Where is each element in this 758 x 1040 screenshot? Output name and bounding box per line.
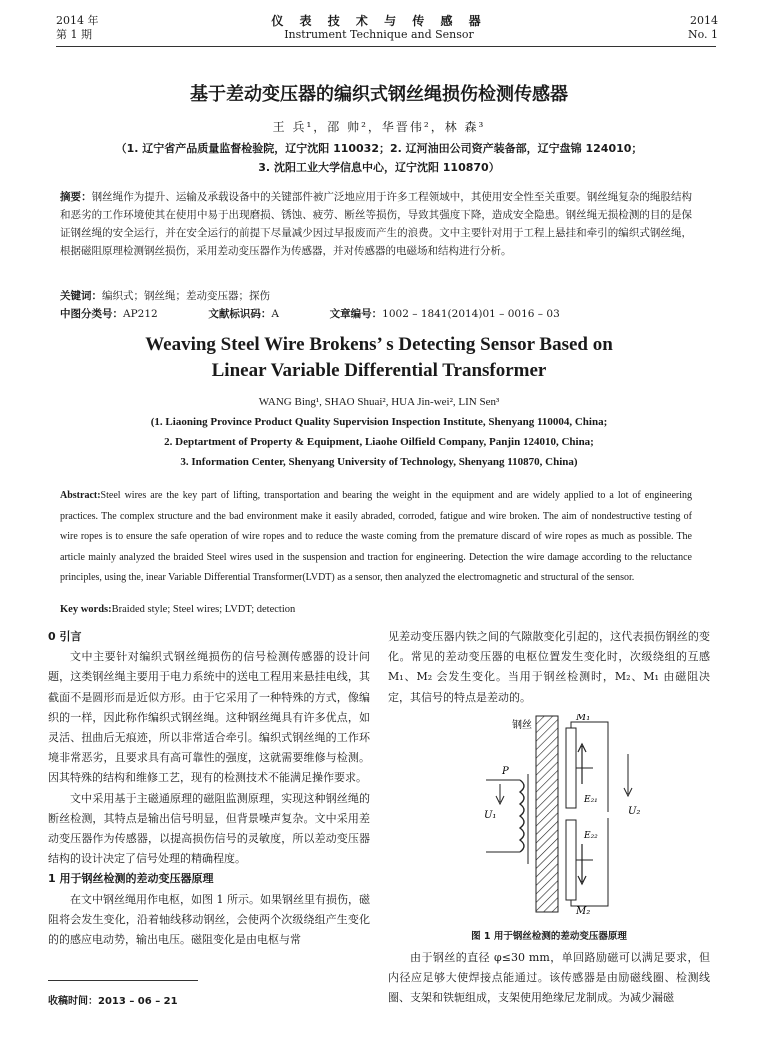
e22-arrow <box>578 844 586 884</box>
paper-title-en-line2: Linear Variable Differential Transformer <box>211 360 547 381</box>
keywords-en-label: Key words: <box>60 604 112 615</box>
authors-en: WANG Bing¹, SHAO Shuai², HUA Jin-wei², LIN Sen³ <box>258 396 500 408</box>
doc-code-label: 文献标识码： <box>208 308 272 320</box>
clc-label: 中图分类号： <box>60 308 123 320</box>
journal-name-en: Instrument Technique and Sensor <box>284 28 474 41</box>
article-number-label: 文章编号： <box>329 308 383 320</box>
authors-cn: 王 兵¹，邵 帅²，华晋伟²，林 森³ <box>272 120 486 134</box>
u2-arrow <box>624 754 632 796</box>
header-journal <box>0 14 758 42</box>
abstract-cn <box>60 188 692 260</box>
affiliation-en-3: 3. Information Center, Shenyang University of Technology, Shenyang 110870, China) <box>180 456 578 468</box>
label-U2: U₂ <box>628 806 641 817</box>
header-divider <box>56 46 716 47</box>
header-issue-right: No. 1 <box>687 28 718 41</box>
keywords-cn-label: 关键词： <box>60 290 102 302</box>
figure-1-caption: 图 1 用于钢丝检测的差动变压器原理 <box>471 931 627 942</box>
keywords-en-text: Braided style; Steel wires; LVDT; detection <box>111 604 296 615</box>
right-column-paragraph-2: 由于钢丝的直径 φ≤30 mm，单回路励磁可以满足要求，但内径应足够大使焊接点能通过。该传感器是由励磁线圈、检测线圈、支架和铁轭组成，支架使用绝缘尼龙制成。为减少漏磁 <box>388 951 710 1005</box>
right-column-continuation <box>388 948 710 1009</box>
section-0-paragraph-2: 文中采用基于主磁通原理的磁阻监测原理，实现这种钢丝绳的断丝检测，其特点是输出信号明显，但背景噪声复杂。文中采用差动变压器作为传感器，以提高损伤信号的灵敏度，所以差动变压器结构的设计决定了信号处理的精确程度。 <box>48 791 370 866</box>
figure-1 <box>478 714 648 918</box>
article-number-value: 1002 – 1841(2014)01 – 0016 – 03 <box>382 308 560 320</box>
keywords-en <box>60 604 692 615</box>
label-P: P <box>502 766 509 777</box>
label-U1: U₁ <box>484 810 497 821</box>
header-year-right: 2014 <box>690 14 718 27</box>
e21-arrow <box>578 744 586 784</box>
header-issue-left: 第 1 期 <box>56 28 92 41</box>
abstract-en <box>60 486 692 589</box>
steel-wire-armature <box>536 716 558 912</box>
abstract-en-text: Steel wires are the key part of lifting, transportation and bearing the weight in the equipment and are widely applied to a lot of engineering practices. The complex structure and the bad environment make it easily abraded, corroded, fatigue and wire broken. The aim of nondestructive testing of wire ropes is to ensure the safe operation of wire ropes and to reduce the waste coming from the premature discard of wire ropes as much as possible. The article mainly analyzed the braided Steel wires used in the suspension and traction for engineering. Detection the wire damage according to the reluctance principles, using the, inear Variable Differential Transformer(LVDT) as a sensor, then analyzed the electromagnetic and structural of the sensor. <box>60 490 692 583</box>
section-1-heading: 1 用于钢丝检测的差动变压器原理 <box>48 872 214 886</box>
affiliation-en-1: (1. Liaoning Province Product Quality Supervision Inspection Institute, Shenyang 110004, China; <box>150 416 608 428</box>
abstract-cn-label: 摘要： <box>60 191 92 203</box>
label-E22: E₂₂ <box>584 831 598 841</box>
label-wire: 钢丝 <box>512 720 532 731</box>
section-0-heading: 0 引言 <box>48 630 82 643</box>
affiliation-cn-1: （1. 辽宁省产品质量监督检验院，辽宁沈阳 110032；2. 辽河油田公司资产装备部，辽宁盘锦 124010； <box>115 142 643 155</box>
secondary-coil-2 <box>566 820 576 900</box>
header-year-issue-right <box>688 14 718 42</box>
secondary-coil-1 <box>566 728 576 808</box>
right-column-paragraph-1: 见差动变压器内铁之间的气隙散变化引起的，这代表损伤钢丝的变化。常见的差动变压器的电枢位置发生变化时，次级绕组的互感 M₁、M₂ 会发生变化。当用于钢丝检测时，M₂、M₁ 由磁阻决定，其信号的特点是差动的。 <box>388 630 710 704</box>
paper-title-cn: 基于差动变压器的编织式钢丝绳损伤检测传感器 <box>190 84 568 105</box>
body-right-column <box>388 627 710 708</box>
section-0-paragraph-1: 文中主要针对编织式钢丝绳损伤的信号检测传感器的设计问题，这类钢丝绳主要用于电力系统中的送电工程用来悬挂电线，其截面不是圆形而是近似方形。由于它采用了一种特殊的方式，像编织的一样，因此称作编织式钢丝绳。这种钢丝绳具有许多优点，如灵活、扭曲后无痕迹，所以非常适合牵引。编织式钢丝绳的工作环境非常恶劣，且要求具有高可靠性的强度，这就需要维修与检测。因其特殊的结构和维修工艺，现有的检测技术不能满足操作要求。 <box>48 650 370 785</box>
clc-value: AP212 <box>123 308 158 320</box>
classification-line <box>60 306 692 322</box>
u1-arrow <box>496 784 504 804</box>
label-M2: M₂ <box>576 906 591 914</box>
keywords-cn-text: 编织式；钢丝绳；差动变压器；探伤 <box>102 290 270 302</box>
primary-coil <box>520 780 524 852</box>
journal-name-cn: 仪 表 技 术 与 传 感 器 <box>271 14 487 28</box>
section-1-paragraph-1: 在文中钢丝绳用作电枢，如图 1 所示。如果钢丝里有损伤，磁阻将会发生变化，沿着轴线移动钢丝，会使两个次级绕组产生变化的的感应电动势，输出电压。磁阻变化是由电枢与常 <box>48 892 370 947</box>
abstract-cn-text: 钢丝绳作为提升、运输及承载设备中的关键部件被广泛地应用于许多工程领域中，其使用安全性至关重要。钢丝绳复杂的绳股结构和恶劣的工作环境使其在使用中易于出现磨损、锈蚀、疲劳、断丝等损伤，导致其强度下降，造成安全隐患。钢丝绳无损检测的目的是保证钢丝绳的安全运行，并在安全运行的前提下尽量减少因过早报废而产生的浪费。文中主要针对用于工程上悬挂和牵引的编织式钢丝绳，根据磁阻原理检测钢丝损伤，采用差动变压器作为传感器，并对传感器的电磁场和结构进行分析。 <box>60 191 693 257</box>
footnote-divider <box>48 980 198 981</box>
keywords-cn <box>60 288 692 304</box>
received-date: 收稿时间：2013 – 06 – 21 <box>48 996 178 1007</box>
abstract-en-label: Abstract: <box>60 490 101 501</box>
doc-code-value: A <box>271 308 279 320</box>
header-year-left: 2014 年 <box>56 14 99 27</box>
paper-title-en <box>0 332 758 384</box>
body-left-column <box>48 627 370 950</box>
paper-title-en-line1: Weaving Steel Wire Brokens’ s Detecting Sensor Based on <box>145 334 613 355</box>
label-M1: M₁ <box>576 714 591 723</box>
label-E21: E₂₁ <box>584 795 598 805</box>
affiliation-en-2: 2. Deptartment of Property & Equipment, Liaohe Oilfield Company, Panjin 124010, China; <box>164 436 594 448</box>
affiliation-cn-2: 3. 沈阳工业大学信息中心，辽宁沈阳 110870） <box>258 161 500 174</box>
lvdt-diagram <box>478 714 648 914</box>
